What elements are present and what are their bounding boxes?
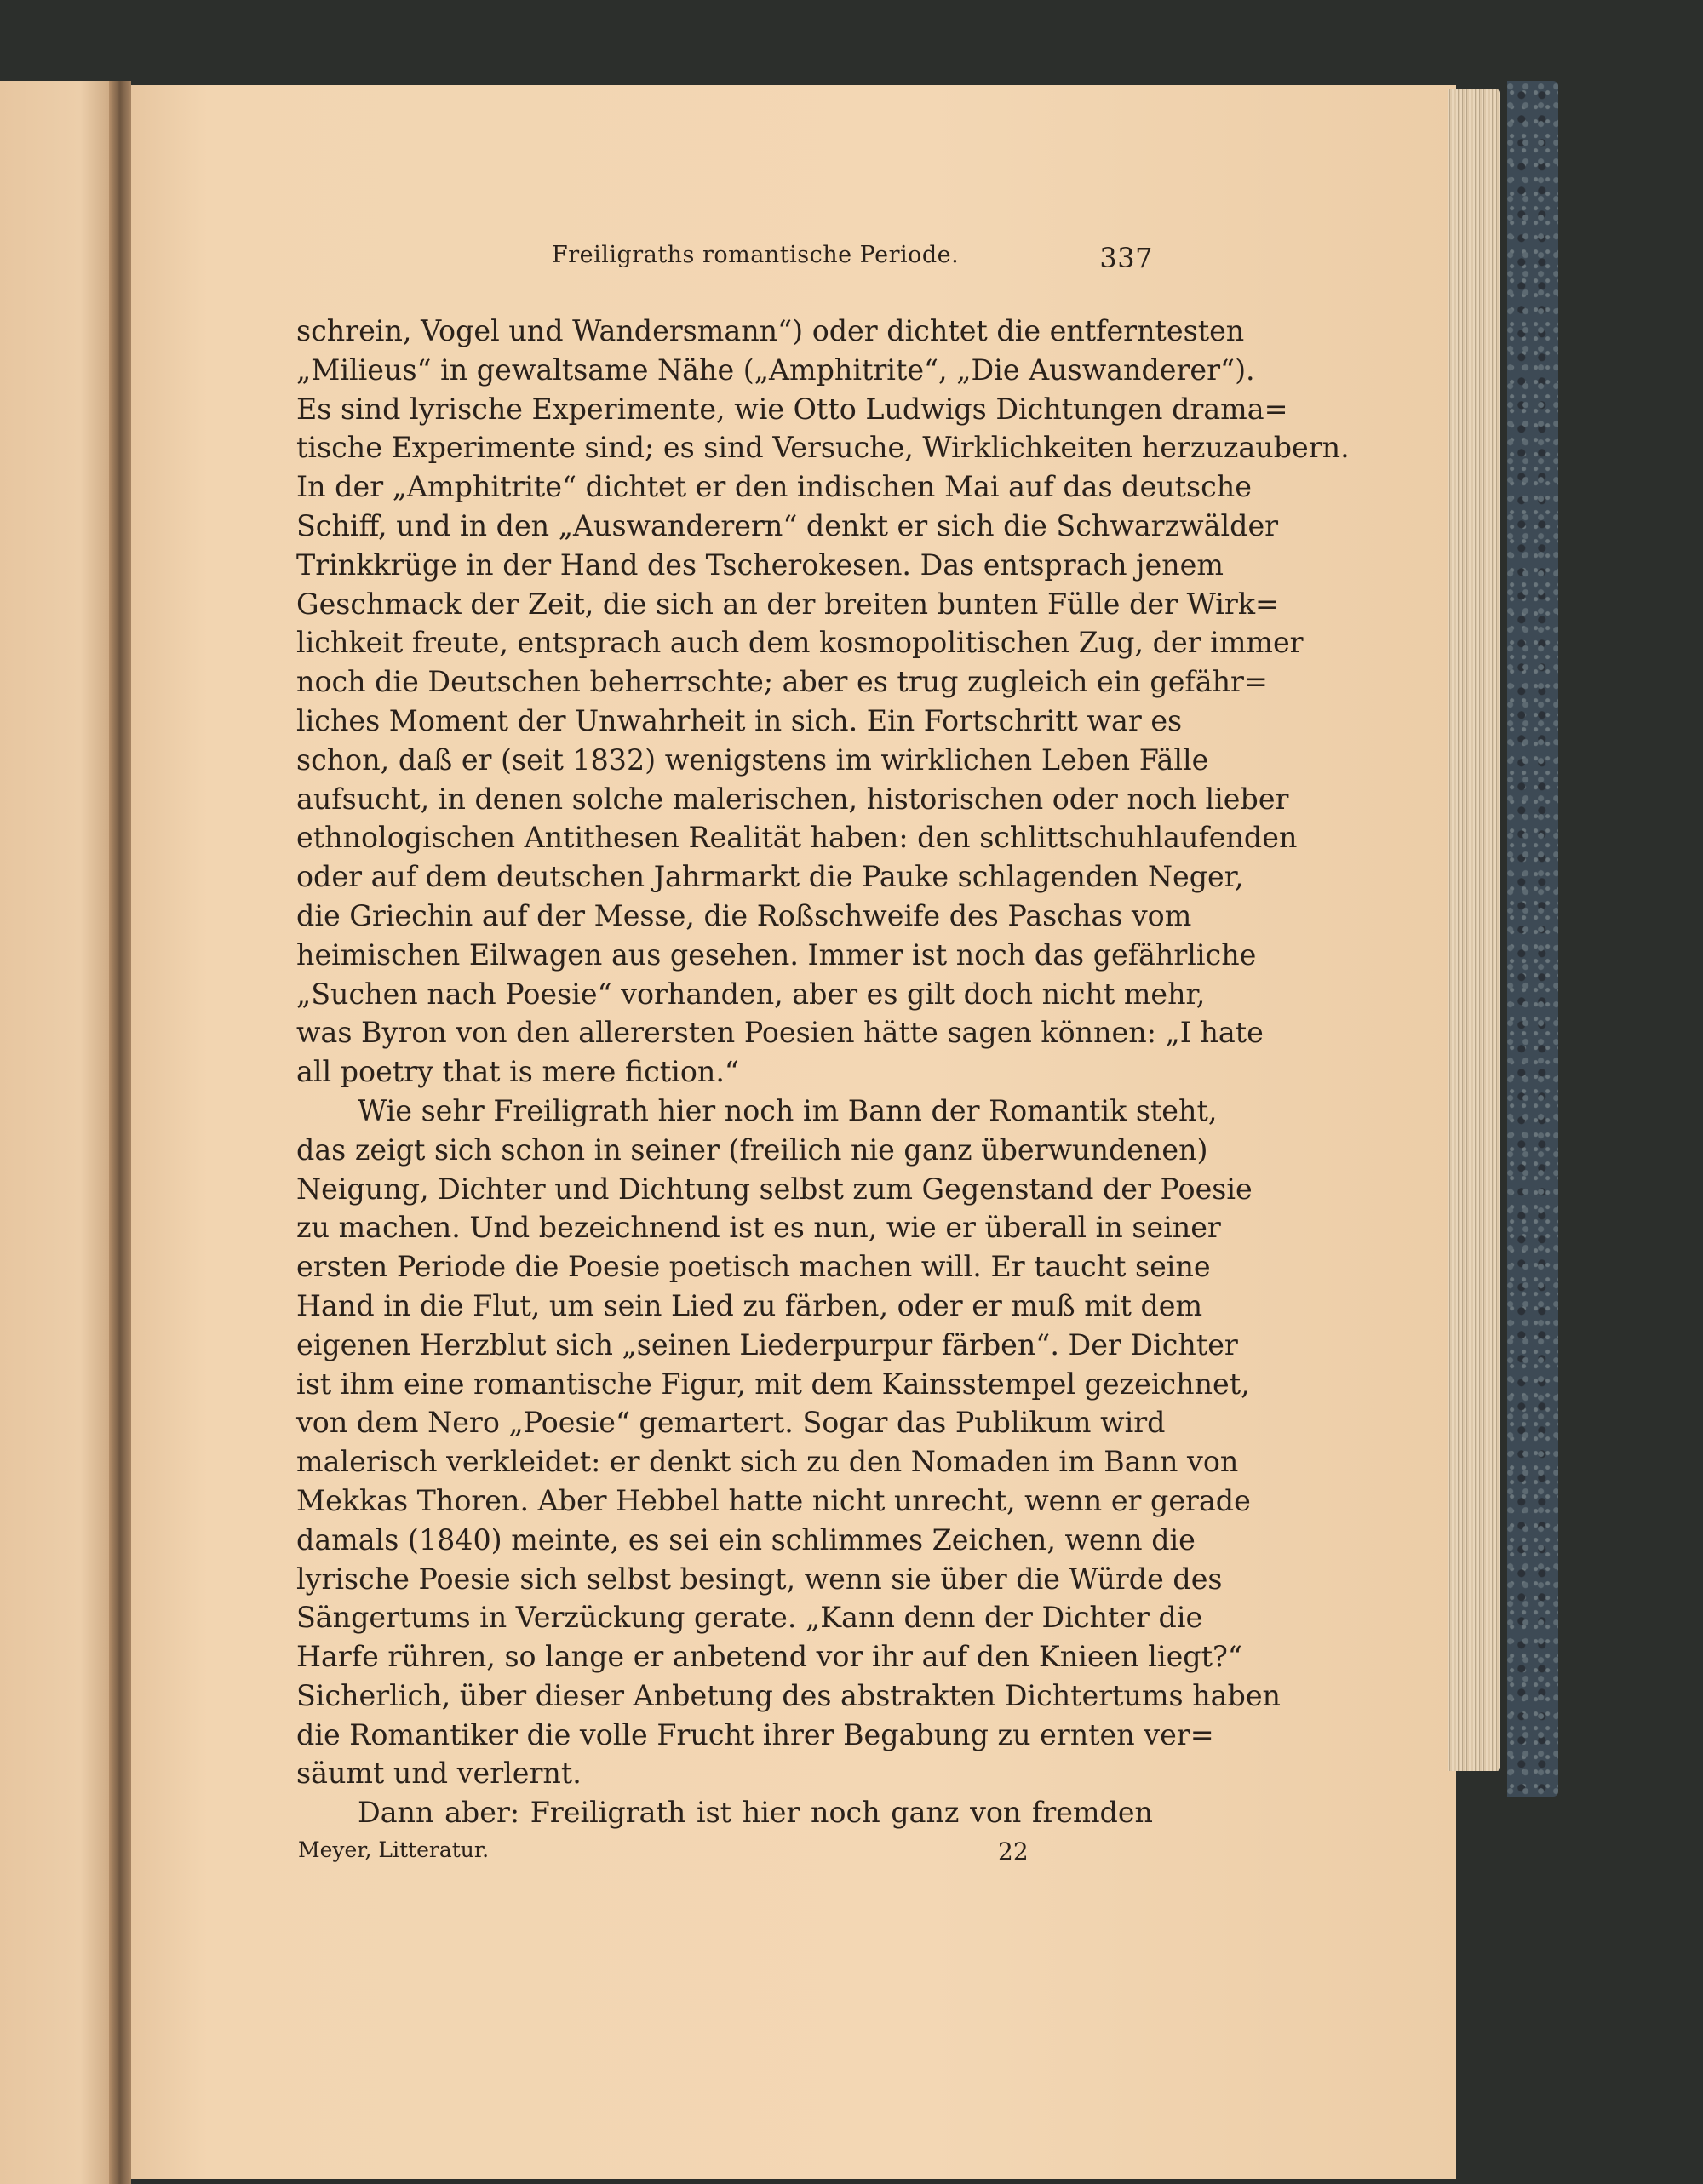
page-footer [296, 1837, 1153, 1872]
text-line: ersten Periode die Poesie poetisch machen will. Er taucht seine [296, 1250, 1211, 1284]
text-line: In der „Amphitrite“ dichtet er den indischen Mai auf das deutsche [296, 470, 1252, 504]
text-line: Geschmack der Zeit, die sich an der breiten bunten Fülle der Wirk= [296, 587, 1279, 621]
text-line: aufsucht, in denen solche malerischen, historischen oder noch lieber [296, 782, 1289, 816]
running-head [296, 242, 1153, 284]
text-line: heimischen Eilwagen aus gesehen. Immer ist noch das gefährliche [296, 937, 1257, 972]
text-line: liches Moment der Unwahrheit in sich. Ein Fortschritt war es [296, 703, 1183, 737]
text-line: „Suchen nach Poesie“ vorhanden, aber es gilt doch nicht mehr, [296, 977, 1206, 1011]
text-line: damals (1840) meinte, es sei ein schlimmes Zeichen, wenn die [296, 1522, 1196, 1556]
text-line: Schiff, und in den „Auswanderern“ denkt er sich die Schwarzwälder [296, 508, 1279, 542]
text-line: Trinkkrüge in der Hand des Tscherokesen. Das entsprach jenem [296, 547, 1224, 582]
book-cover-edge [1507, 81, 1558, 1797]
body-text [296, 312, 1350, 1832]
text-line: schrein, Vogel und Wandersmann“) oder dichtet die entferntesten [296, 314, 1245, 347]
text-line: lichkeit freute, entsprach auch dem kosmopolitischen Zug, der immer [296, 626, 1304, 660]
text-line: Wie sehr Freiligrath hier noch im Bann der Romantik steht, [358, 1093, 1218, 1127]
text-line: ist ihm eine romantische Figur, mit dem Kainsstempel gezeichnet, [296, 1367, 1250, 1401]
text-line: das zeigt sich schon in seiner (freilich nie ganz überwundenen) [296, 1132, 1208, 1167]
text-line: „Milieus“ in gewaltsame Nähe („Amphitrite“, „Die Auswanderer“). [296, 353, 1255, 387]
text-line: Sicherlich, über dieser Anbetung des abstrakten Dichtertums haben [296, 1678, 1281, 1712]
text-line: schon, daß er (seit 1832) wenigstens im wirklichen Leben Fälle [296, 742, 1209, 777]
signature-mark: Meyer, Litteratur. [298, 1837, 490, 1862]
text-line: ethnologischen Antithesen Realität haben: den schlittschuhlaufenden [296, 821, 1298, 855]
text-line: Mekkas Thoren. Aber Hebbel hatte nicht unrecht, wenn er gerade [296, 1483, 1251, 1517]
book-gutter [109, 81, 131, 2184]
text-line: eigenen Herzblut sich „seinen Liederpurpur färben“. Der Dichter [296, 1327, 1238, 1361]
text-line: Sängertums in Verzückung gerate. „Kann denn der Dichter die [296, 1601, 1203, 1635]
text-line: all poetry that is mere fiction.“ [296, 1055, 739, 1089]
text-line: von dem Nero „Poesie“ gemartert. Sogar das Publikum wird [296, 1406, 1166, 1440]
text-line: Dann aber: Freiligrath ist hier noch ganz von fremden [358, 1796, 1153, 1830]
text-line: Hand in die Flut, um sein Lied zu färben, oder er muß mit dem [296, 1288, 1203, 1322]
text-line: was Byron von den allerersten Poesien hätte sagen können: „I hate [296, 1016, 1264, 1050]
page-edges [1448, 89, 1500, 1771]
text-line: tische Experimente sind; es sind Versuche, Wirklichkeiten herzuzaubern. [296, 431, 1350, 465]
text-line: Es sind lyrische Experimente, wie Otto Ludwigs Dichtungen drama= [296, 392, 1288, 426]
text-line: lyrische Poesie sich selbst besingt, wenn sie über die Würde des [296, 1562, 1223, 1596]
text-line: säumt und verlernt. [296, 1757, 582, 1791]
text-line: zu machen. Und bezeichnend ist es nun, wie er überall in seiner [296, 1211, 1221, 1245]
signature-number: 22 [998, 1837, 1029, 1866]
text-line: die Griechin auf der Messe, die Roßschweife des Paschas vom [296, 898, 1192, 932]
text-line: die Romantiker die volle Frucht ihrer Begabung zu ernten ver= [296, 1717, 1214, 1751]
text-line: noch die Deutschen beherrschte; aber es trug zugleich ein gefähr= [296, 665, 1268, 699]
running-head-title: Freiligraths romantische Periode. [552, 242, 960, 268]
page-number: 337 [1099, 242, 1153, 274]
text-line: malerisch verkleidet: er denkt sich zu den Nomaden im Bann von [296, 1445, 1239, 1479]
text-line: Harfe rühren, so lange er anbetend vor ihr auf den Knieen liegt?“ [296, 1640, 1242, 1674]
left-page [0, 81, 115, 2184]
text-line: Neigung, Dichter und Dichtung selbst zum Gegenstand der Poesie [296, 1172, 1253, 1206]
text-line: oder auf dem deutschen Jahrmarkt die Pauke schlagenden Neger, [296, 860, 1244, 894]
